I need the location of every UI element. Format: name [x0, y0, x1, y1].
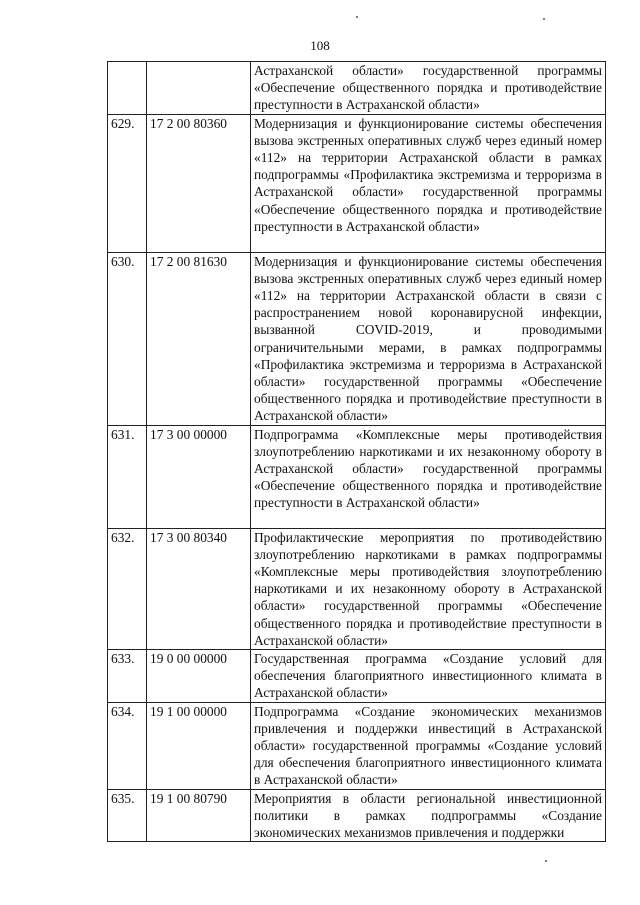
page-number: 108	[310, 38, 330, 53]
row-description: Астраханской области» государственной программы «Обеспечение общественного порядка и противодействие преступности в Астраханской области»	[251, 62, 606, 115]
row-number: 633.	[108, 650, 147, 703]
scan-speck	[543, 18, 545, 20]
table-row	[108, 528, 606, 649]
table-row	[108, 62, 606, 115]
row-description: Модернизация и функционирование системы обеспечения вызова экстренных оперативных служб через единый номер «112» на территории Астраханской области в связи с распространением новой коронавирусной инфекции, вызванной COVID-2019, и проводимыми ограничительными мерами, в рамках подпрограммы «Профилактика экстремизма и терроризма в Астраханской области» государственной программы «Обеспечение общественного порядка и противодействие преступности в Астраханской области»	[251, 252, 606, 425]
row-description: Профилактические мероприятия по противодействию злоупотреблению наркотиками в рамках подпрограммы «Комплексные меры противодействия злоупотреблению наркотиками и их незаконному обороту в Астраханской области» государственной программы «Обеспечение общественного порядка и противодействие преступности в Астраханской области»	[251, 528, 606, 649]
row-number: 632.	[108, 528, 147, 649]
row-description: Модернизация и функционирование системы обеспечения вызова экстренных оперативных служб через единый номер «112» на территории Астраханской области в рамках подпрограммы «Профилактика экстремизма и терроризма в Астраханской области» государственной программы «Обеспечение общественного порядка и противодействие преступности в Астраханской области»	[251, 114, 606, 252]
table-row	[108, 114, 606, 252]
row-description: Подпрограмма «Комплексные меры противодействия злоупотреблению наркотиками и их незаконному обороту в Астраханской области» государственной программы «Обеспечение общественного порядка и противодействие преступности в Астраханской области»	[251, 425, 606, 528]
table-row	[108, 425, 606, 528]
table-row	[108, 252, 606, 425]
classification-code: 19 0 00 00000	[147, 650, 251, 703]
classification-code: 19 1 00 80790	[147, 789, 251, 842]
row-number: 634.	[108, 702, 147, 789]
table-row	[108, 702, 606, 789]
row-number: 630.	[108, 252, 147, 425]
row-number: 629.	[108, 114, 147, 252]
row-description: Государственная программа «Создание условий для обеспечения благоприятного инвестиционного климата в Астраханской области»	[251, 650, 606, 703]
table-row	[108, 789, 606, 842]
scan-speck	[356, 16, 358, 18]
classification-code: 17 2 00 80360	[147, 114, 251, 252]
row-number: 631.	[108, 425, 147, 528]
row-number	[108, 62, 147, 115]
scan-speck	[545, 860, 547, 862]
classification-code	[147, 62, 251, 115]
row-description: Подпрограмма «Создание экономических механизмов привлечения и поддержки инвестиций в Астраханской области» государственной программы «Создание условий для обеспечения благоприятного инвестиционного климата в Астраханской области»	[251, 702, 606, 789]
classification-code: 19 1 00 00000	[147, 702, 251, 789]
row-number: 635.	[108, 789, 147, 842]
budget-code-table	[107, 61, 606, 842]
classification-code: 17 3 00 00000	[147, 425, 251, 528]
classification-code: 17 3 00 80340	[147, 528, 251, 649]
classification-code: 17 2 00 81630	[147, 252, 251, 425]
table-row	[108, 650, 606, 703]
row-description: Мероприятия в области региональной инвестиционной политики в рамках подпрограммы «Создание экономических механизмов привлечения и поддержки	[251, 789, 606, 842]
